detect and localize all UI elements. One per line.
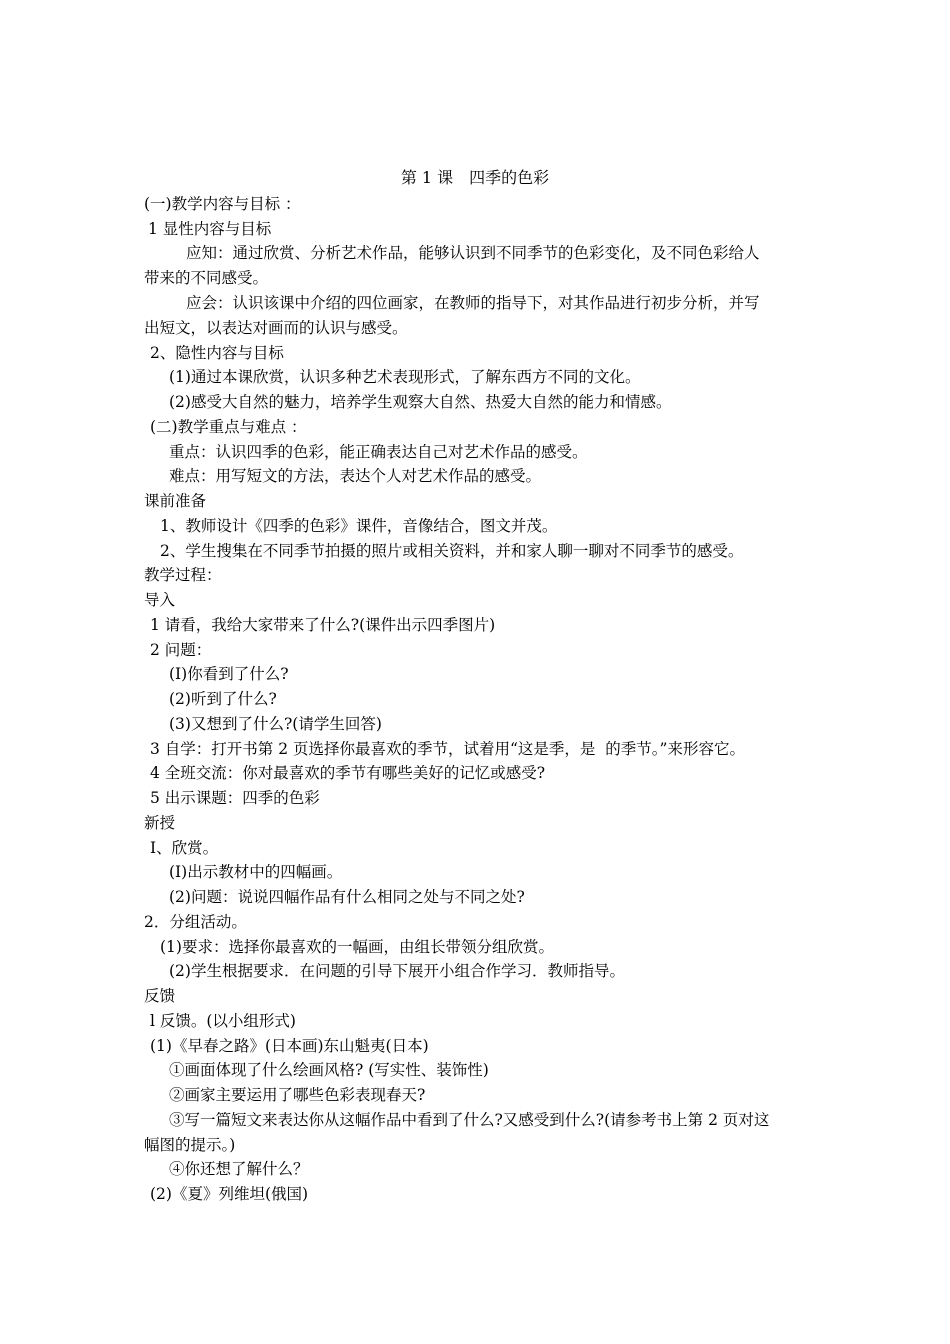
paragraph-difficult-point: 难点：用写短文的方法，表达个人对艺术作品的感受。 [169,467,542,485]
artwork-item-1: (1)《早春之路》(日本画)东山魁夷(日本) [150,1037,429,1055]
list-item-appreciation-2: (2)问题：说说四幅作品有什么相同之处与不同之处? [169,888,525,906]
list-item-implicit-2: (2)感受大自然的魅力，培养学生观察大自然、热爱大自然的能力和情感。 [169,393,672,411]
list-item-group-activity: 2．分组活动。 [144,913,247,931]
list-item-feedback: l 反馈。(以小组形式) [150,1012,296,1030]
heading-feedback: 反馈 [144,987,176,1005]
paragraph-know-line1: 应知：通过欣赏、分析艺术作品，能够认识到不同季节的色彩变化，及不同色彩给人 [186,244,760,262]
list-item-intro-3: 3 自学：打开书第 2 页选择你最喜欢的季节，试着用“这是季，是 的季节。”来形容它。 [150,740,745,758]
lesson-title: 第 1 课 四季的色彩 [400,168,550,187]
paragraph-able-line1: 应会：认识该课中介绍的四位画家，在教师的指导下，对其作品进行初步分析，并写 [186,294,760,312]
heading-key-difficult-points: (二)教学重点与难点 ： [150,418,307,436]
paragraph-know-line2: 带来的不同感受。 [144,269,269,287]
list-item-question-3: (3)又想到了什么?(请学生回答) [169,715,382,733]
list-item-appreciation: I、欣赏。 [150,839,219,857]
list-item-question-1: (I)你看到了什么? [169,665,289,683]
list-item-intro-5: 5 出示课题：四季的色彩 [150,789,320,807]
list-item-intro-2: 2 问题： [150,641,212,659]
list-item-preparation-1: 1、教师设计《四季的色彩》课件，音像结合，图文并茂。 [160,517,558,535]
list-item-intro-1: 1 请看，我给大家带来了什么?(课件出示四季图片) [150,616,496,634]
heading-teaching-content-goals: (一)教学内容与目标 ： [144,195,301,213]
artwork-item-2: (2)《夏》列维坦(俄国) [150,1185,309,1203]
paragraph-key-point: 重点：认识四季的色彩，能正确表达自己对艺术作品的感受。 [169,443,588,461]
subheading-implicit-content: 2、隐性内容与目标 [150,344,284,362]
question-item-2: ②画家主要运用了哪些色彩表现春天? [169,1086,426,1104]
question-item-1: ①画面体现了什么绘画风格? (写实性、装饰性) [169,1061,489,1079]
list-item-question-2: (2)听到了什么? [169,690,277,708]
heading-preparation: 课前准备 [144,492,207,510]
question-item-3-line1: ③写一篇短文来表达你从这幅作品中看到了什么?又感受到什么?(请参考书上第 2 页对这 [169,1111,770,1129]
heading-teaching-process: 教学过程： [144,566,222,584]
list-item-appreciation-1: (I)出示教材中的四幅画。 [169,863,343,881]
heading-introduction: 导入 [144,591,176,609]
subheading-explicit-content: 1 显性内容与目标 [148,220,272,238]
list-item-implicit-1: (1)通过本课欣赏，认识多种艺术表现形式，了解东西方不同的文化。 [169,368,641,386]
list-item-group-2: (2)学生根据要求．在问题的引导下展开小组合作学习．教师指导。 [169,962,625,980]
list-item-intro-4: 4 全班交流：你对最喜欢的季节有哪些美好的记忆或感受? [150,764,546,782]
heading-new-teaching: 新授 [144,814,176,832]
list-item-preparation-2: 2、学生搜集在不同季节拍摄的照片或相关资料，并和家人聊一聊对不同季节的感受。 [160,542,744,560]
paragraph-able-line2: 出短文，以表达对画而的认识与感受。 [144,319,408,337]
list-item-group-1: (1)要求：选择你最喜欢的一幅画，由组长带领分组欣赏。 [160,938,554,956]
question-item-4: ④你还想了解什么？ [169,1160,309,1178]
question-item-3-line2: 幅图的提示。) [144,1136,236,1154]
